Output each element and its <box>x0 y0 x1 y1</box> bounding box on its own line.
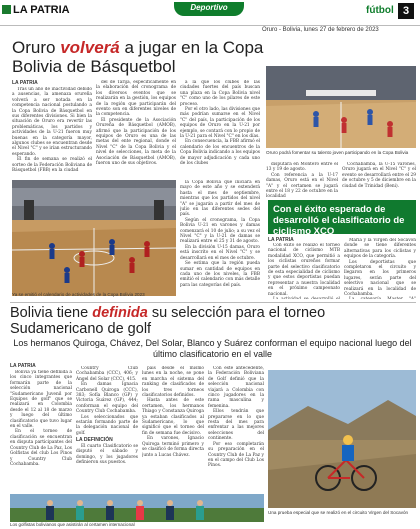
paragraph: Tras un año de inactividad debido a ausencias, la amenaza orureña volverá a ser notada en la competencia nacional postulando a la Copa Bolivia de Básquetbol en sus diferentes divisiones. Si bien la situación de Oruro era revertir las problemáticas, los partidos y actividades de la U-21 fueron muy buenas en la categoría mayor, algunos clubes se encuentran desde el Nivel "C" y se irían estructurando esperando. <box>12 87 92 157</box>
story3-column-3 <box>142 366 204 498</box>
paragraph: disputará en Montero entre el 13 y 19 de agosto. <box>266 162 338 173</box>
paragraph: Ellos tendrán que prepararse en lo que resta del mes para enfrentar a las mejores selecciones del continente. <box>208 409 264 442</box>
story1-continuation-column <box>180 180 260 298</box>
paragraph: Country Club Cochabamba (CCC), 406; y Ángel del Solar (CCC), 415. <box>76 366 138 382</box>
paragraph: En consecuencia, la FBB afirmó el calendario de los encuentros de la Copa Bolivia indicando a los equipos de mayor adjudicación y cada uno de los clubes <box>180 139 260 167</box>
paragraph: Con éxito se realizó el torneo nacional de ciclismo MTB modalidad XCO, que permitió a los ciclistas orureños formar parte del selectivo clasificatorio de esta especialidad de ciclismo y que estos deportistas puedan representar a nuestra localidad en el próximo campeonato nacional. <box>268 243 340 297</box>
subheading: LA DEFINICIÓN <box>76 437 113 444</box>
paragraph: del de Tarija, específicamente en la elaboración del cronograma de los diversos eventos que se realizarán en la gestión, los equipos de la región que participarán del evento son en diferentes niveles de la competencia. <box>96 80 176 118</box>
paragraph: a la que los clubes de las ciudades fuertes del país buscan una plaza en la Copa Bolivia nivel "C" como uno de los pilares de este proceso. <box>180 80 260 107</box>
paragraph: Por el otro lado, las divisiones que más podrían sumarse en el Nivel "C" del país, la participación de los equipos de Oruro en la U-21 por ejemplo, se contará con lo propio de la U-21 para el Nivel "C" en los días. <box>180 107 260 140</box>
youth-photo-caption: Oruro podrá fomentar su talento joven participando en la Copa Bolivia <box>266 150 409 155</box>
paragraph: Los seleccionados que estarán formando parte de la delegación nacional de golf. <box>76 414 138 436</box>
paragraph: Los deportistas que completaron el circuito y llegaron en los primeros lugares, serán parte del selectivo nacional que se realizará en la localidad de Cochabamba. <box>344 259 416 298</box>
story1-column-2 <box>96 80 176 177</box>
logo-text: LA PATRIA <box>13 4 70 16</box>
paragraph: En la división U-15 damas, Oruro está inscrito en el Nivel "C" y se desarrollará en el mes de octubre. <box>180 244 260 261</box>
paragraph <box>268 297 340 299</box>
logo-mark-icon <box>2 5 11 14</box>
headline-part: Bolivia tiene <box>10 305 93 321</box>
headline-part: a jugar en la Copa Bolivia de Básquetbol <box>12 38 264 76</box>
newspaper-logo <box>2 4 70 16</box>
basketball-photo-image <box>12 180 176 296</box>
paragraph: María y la Virgen del Socavón donde se tiene diferentes alternativas para los ciclistas y equipos de la categoría. <box>344 238 416 260</box>
page-header <box>0 0 420 26</box>
story3-column-1 <box>10 370 72 498</box>
youth-court-image <box>266 66 416 148</box>
cycling-photo-caption: Una prueba especial que se realizó en el circuito Virgen del Socavón <box>268 510 409 515</box>
page-number: 3 <box>398 3 414 19</box>
story3-column-4 <box>208 366 264 498</box>
story2-column-2 <box>344 238 416 299</box>
paragraph: Con referencia a la U-17 damas, Oruro está en el Nivel "A" y el certamen se jugará entre el 18 y 22 de octubre en la localidad <box>266 172 338 198</box>
story2-column-1 <box>268 243 340 299</box>
story1-right-column <box>266 162 338 198</box>
paragraph: Hasta antes de este certamen, los hermanos Thiago y Constanza Quiroga ya estaban clasificados al Sudamericano, lo que significó que el torneo del fin de semana fue decisivo. <box>142 398 204 436</box>
section-tab <box>174 2 244 22</box>
headline-highlight: definida <box>92 305 148 321</box>
paragraph: Cochabamba, la U-15 varones, Oruro jugará en el Nivel "C" y el evento se desarrollará entre el 29 de octubre y 5 de diciembre en la ciudad de Trinidad (Beni). <box>342 162 416 189</box>
basketball-photo-caption: Ya se emitió el calendario de actividades de la Copa Bolivia 2023 <box>12 292 145 297</box>
paragraph: país desde el mismo lunes en la noche, se pone en marcha el sistema del ranking de clasificados de los tres torneos clasificatorios definidos. <box>142 366 204 399</box>
cycling-image <box>268 370 416 508</box>
story2-byline: LA PATRIA <box>268 237 294 243</box>
section-name: Deportivo <box>190 3 228 12</box>
golf-photo-caption: Los golfistas bolivianos que asistirán al certamen internacional <box>10 522 135 527</box>
story1-column-3 <box>180 80 260 177</box>
story1-column-1 <box>12 87 92 177</box>
paragraph: Se estima que la región pueda sumar en cantidad de equipos en cada uno de los niveles, la FBB emitió el calendario con más detalle para las categorías del país. <box>180 261 260 288</box>
paragraph: En el torneo de clasificación se encuentran en disputa participantes del Country Club de La Paz, Los Golfistas del club Los Pinos y Country Club Cochabamba. <box>10 429 72 467</box>
golf-team-photo <box>10 494 264 522</box>
story2-headline: Con el éxito esperado de desarrolló el clasificatorio de ciclismo XCO <box>268 200 416 234</box>
story1-right-column-2 <box>342 162 416 198</box>
paragraph: El presidente de la Asociación Orureña de Básquetbol (AMOB), afirmó que la participación de los equipos de Oruro es una de las metas del ente regional, donde el Nivel "C" de la Copa Bolivia y el nivel de selecciones, la meta de la Asociación de Básquetbol (AMOB), fueron uno de sus objetivos. <box>96 117 176 167</box>
paragraph: Por eso completarán su preparación en el Country Club de La Paz y en el campo del Club Los Pinos. <box>208 441 264 469</box>
dateline: Oruro - Bolivia, lunes 27 de febrero de 2023 <box>262 27 379 33</box>
paragraph: En damas Ignacia Carbonell Quiroga (CCC), 383; Sofía Blanco (GP) y Victoria Suárez (GP), 444; conforman el equipo del Country Club Cochabamba. <box>76 382 138 415</box>
paragraph <box>344 297 416 299</box>
youth-court-photo <box>266 66 416 148</box>
headline-highlight: volverá <box>60 38 120 57</box>
story3-headline <box>10 305 415 337</box>
story3-byline: LA PATRIA <box>10 363 36 369</box>
paragraph: Con este antecedente, la Federación Boliviana de Golf definió que la selección nacional viajará a Colombia con cinco jugadores en la rama masculina y femenina. <box>208 366 264 409</box>
section-divider <box>10 302 416 303</box>
headline-part: su selección para el torneo Sudamericano de golf <box>10 305 326 337</box>
category-label: fútbol <box>366 5 394 16</box>
paragraph: Bolivia ya tiene definida a los cinco integrantes que formarán parte de la selección nacional "Sudamericano Juvenil por Equipos de golf" que se realizará en Colombia desde el 12 al 18 de marzo y luego del último clasificatorio que tuvo lugar en el valle. <box>10 370 72 430</box>
paragraph: El fin de semana se realizó el sorteo de la Federación Boliviana de Básquetbol (FBB) en la ciudad <box>12 157 92 174</box>
paragraph: la Copa Bolivia que iniciará en mayo de este año y se extenderá hasta el mes de septiembre, mientras que los partidos del nivel "A" se jugarán a partir del mes de julio en las diferentes sedes del país. <box>180 180 260 218</box>
paragraph: En varones, Ignacio Quiroga terminó primero y se clasificó de forma directa junto a Lucas Chávez. <box>142 436 204 458</box>
story3-deck: Los hermanos Quiroga, Chávez, Del Solar, Blanco y Suárez conforman el equipo nacional luego del último clasificatorio en el valle <box>13 338 412 359</box>
paragraph: Según el cronograma, la Copa Bolivia U-21 en varones y damas comenzará el 10 de julio; a su vez el Nivel "C" y la U-21 de damas se realizará entre el 25 y 31 de agosto. <box>180 217 260 245</box>
cycling-photo <box>268 370 416 508</box>
basketball-court-photo <box>12 180 176 296</box>
headline-part: Oruro <box>12 38 61 57</box>
story3-column-2 <box>76 366 138 498</box>
story1-headline <box>12 38 302 76</box>
golf-team-image <box>10 494 264 522</box>
story1-byline: LA PATRIA <box>12 80 38 86</box>
paragraph: El cuarto Clasificatorio se disputó el sábado y domingo, y los jugadores definieron sus puestos. <box>76 443 138 465</box>
